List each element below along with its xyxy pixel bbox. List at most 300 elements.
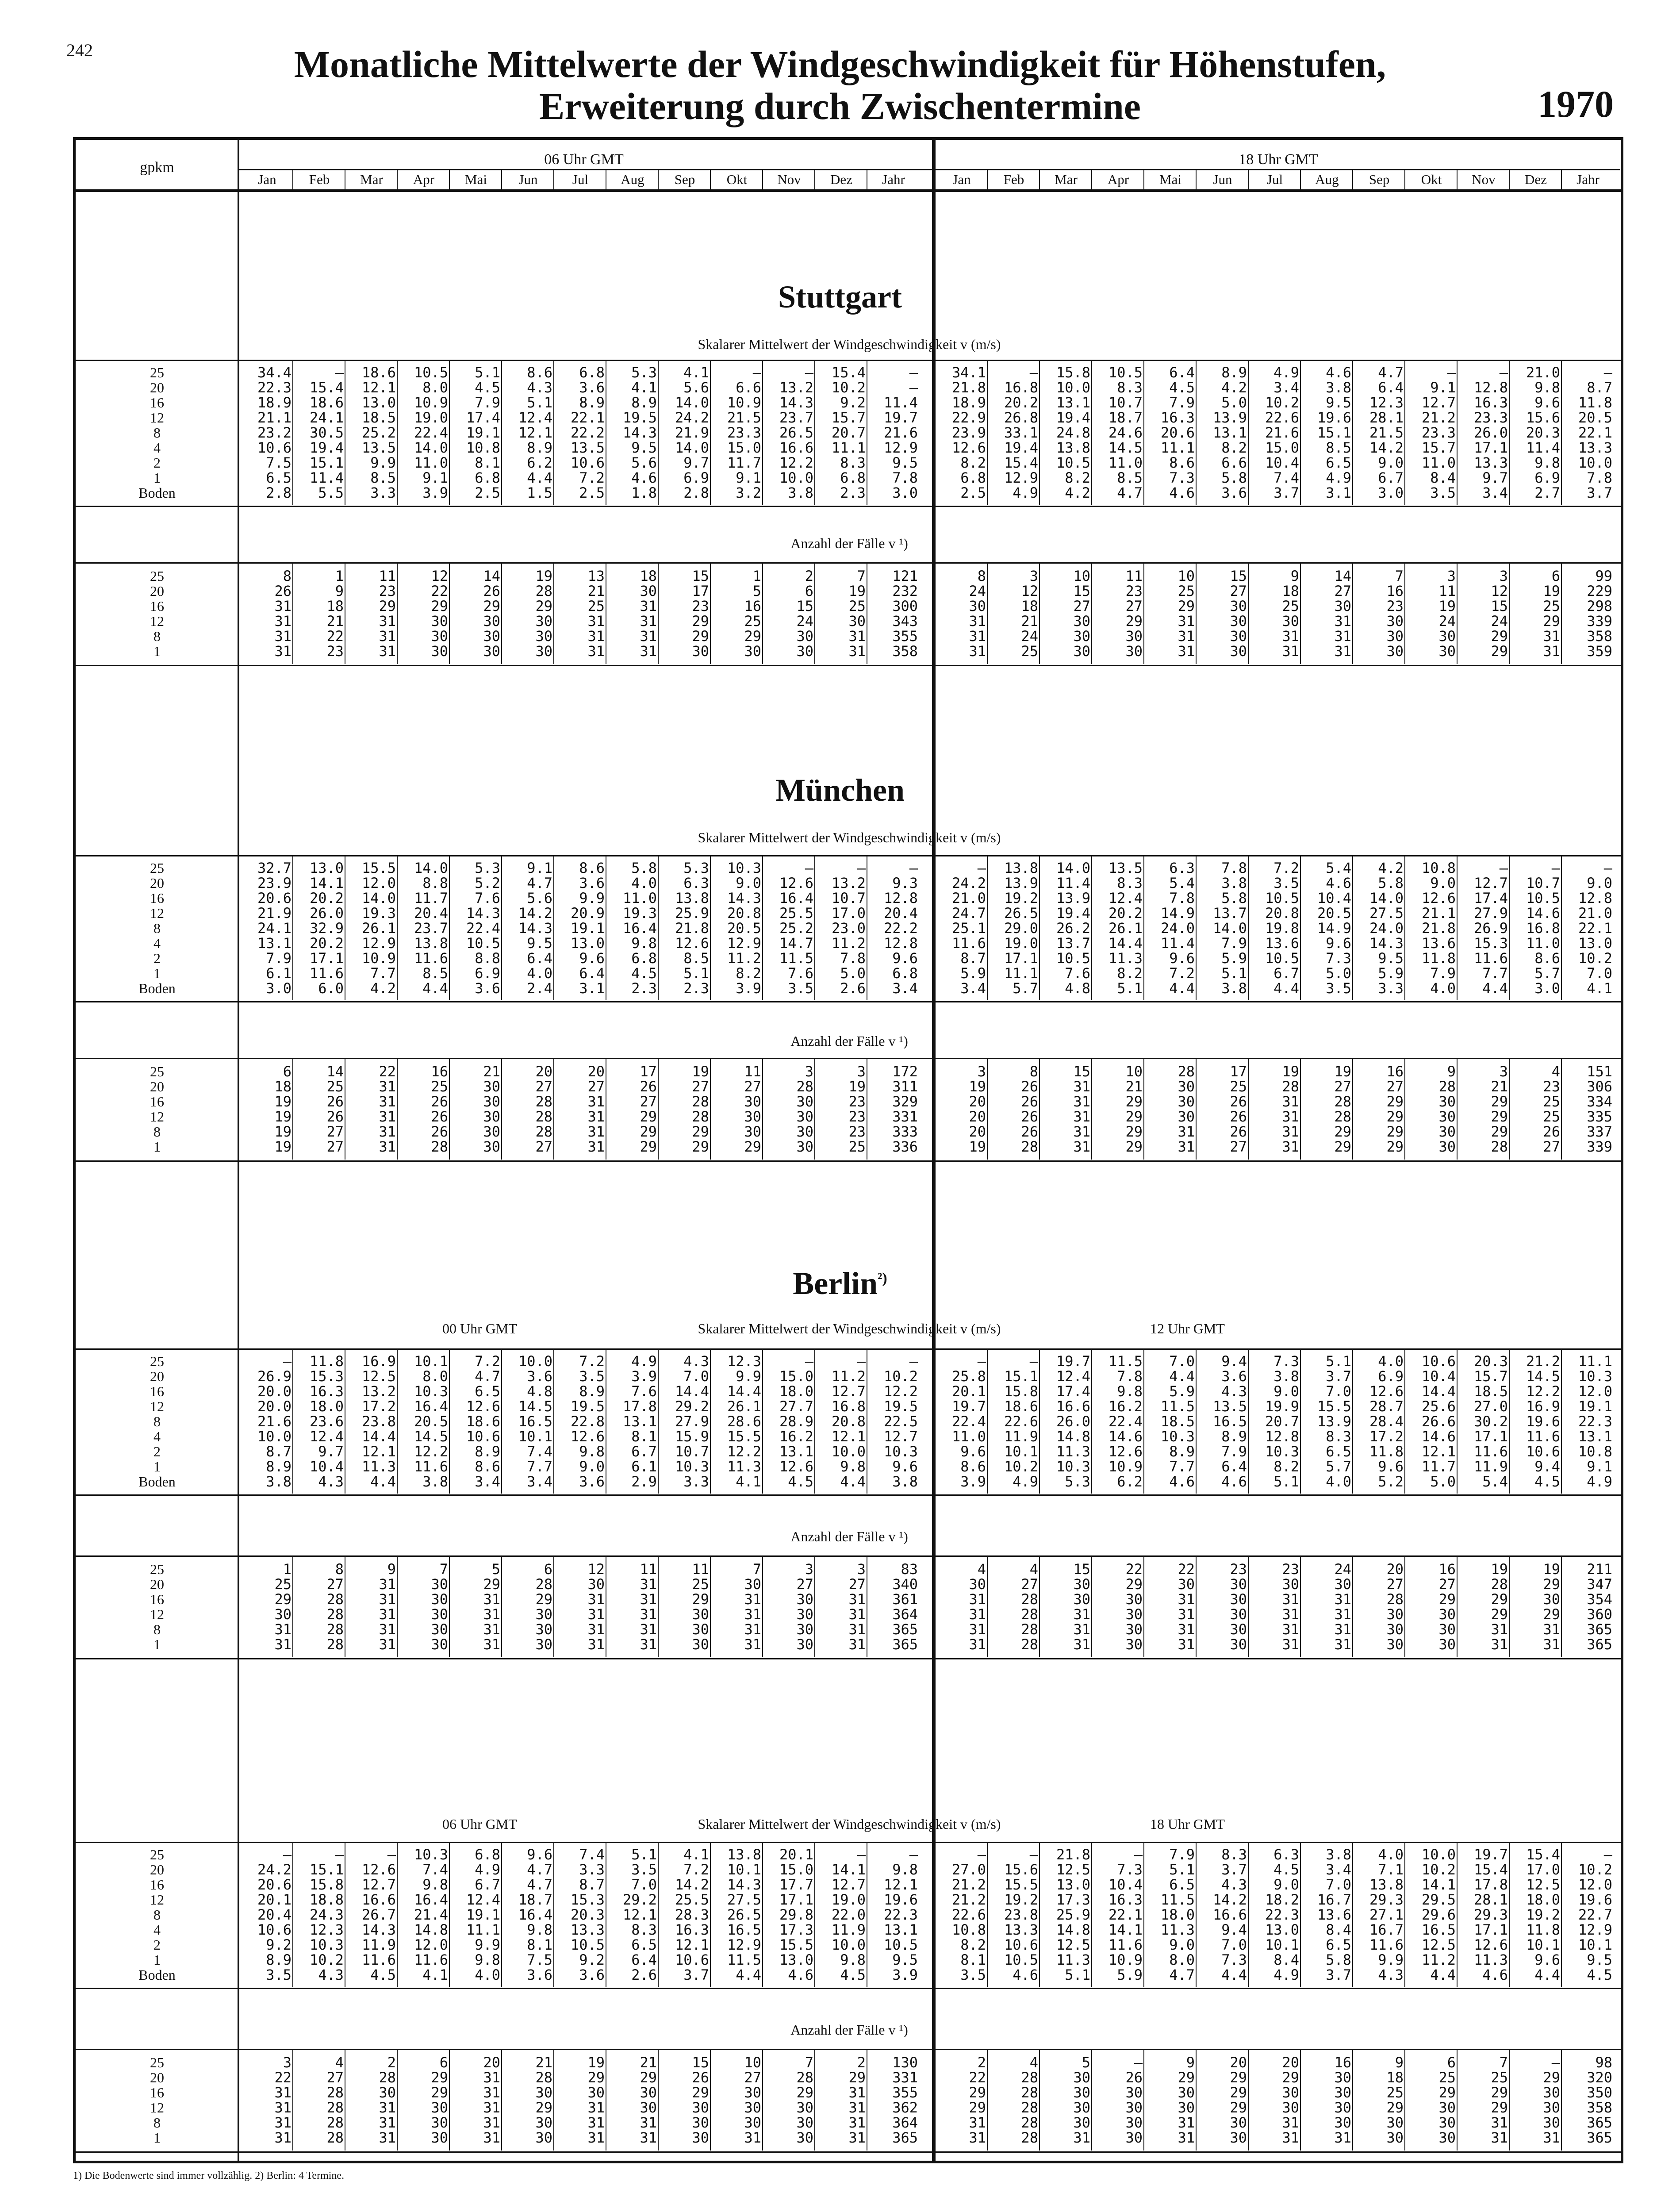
count-cell: 24 [1491, 613, 1508, 630]
count-cell: 25 [692, 1576, 709, 1593]
mean-cell: 24.0 [1160, 920, 1195, 937]
count-cell: – [1551, 2054, 1560, 2071]
mean-cell: 23.7 [414, 920, 448, 937]
mean-cell: 5.3 [631, 364, 657, 381]
mean-cell: 11.6 [1369, 1936, 1404, 1953]
rule-col [1143, 1349, 1144, 1494]
rule-col [501, 1843, 502, 1987]
mean-cell: 13.7 [1056, 935, 1090, 952]
rule-col [710, 1059, 711, 1160]
count-cell: 358 [1587, 628, 1612, 645]
count-cell: 27 [1386, 1078, 1404, 1095]
count-cell: 31 [848, 1591, 866, 1608]
count-cell: 31 [379, 1606, 396, 1623]
mean-cell: 3.6 [527, 1368, 552, 1385]
count-cell: 30 [1073, 2069, 1090, 2086]
mean-cell: 9.4 [1221, 1353, 1247, 1370]
mean-cell: 13.8 [727, 1846, 761, 1863]
count-cell: 21 [1125, 1078, 1143, 1095]
count-cell: 23 [848, 1123, 866, 1140]
mean-cell: 6.9 [683, 469, 709, 486]
mean-cell: 9.6 [892, 950, 918, 967]
mean-cell: 5.1 [1221, 965, 1247, 982]
mean-cell: 19.6 [883, 1891, 918, 1908]
count-cell: 25 [1282, 598, 1299, 614]
mean-cell: 5.3 [475, 860, 500, 876]
rule-col [987, 1556, 988, 1657]
mean-cell: 13.6 [1317, 1906, 1351, 1923]
count-cell: 358 [1587, 2099, 1612, 2116]
rule-col [1248, 1843, 1249, 1987]
count-cell: 27 [1334, 1078, 1351, 1095]
rule-col [814, 1349, 815, 1494]
rule-col [987, 361, 988, 505]
rule-col [814, 563, 815, 664]
mean-cell: 9.8 [840, 1951, 866, 1968]
mean-cell: 11.6 [361, 1951, 396, 1968]
rule-col [292, 2050, 293, 2151]
level-label: 1 [153, 1636, 161, 1652]
count-cell: 31 [1334, 1591, 1351, 1608]
level-label: 12 [150, 410, 164, 426]
mean-cell: 8.6 [475, 1458, 500, 1475]
count-cell: 26 [431, 1108, 448, 1125]
mean-cell: 6.1 [631, 1458, 657, 1475]
count-cell: 30 [1282, 2084, 1299, 2101]
mean-cell: 15.4 [831, 364, 866, 381]
count-cell: 28 [1021, 1591, 1038, 1608]
mean-cell: 12.4 [309, 1428, 344, 1445]
count-cell: 6 [544, 1561, 552, 1578]
mean-cell: 24.0 [1369, 920, 1404, 937]
rule-col [501, 2050, 502, 2151]
mean-cell: – [1603, 1846, 1612, 1863]
mean-cell: 13.0 [309, 860, 344, 876]
mean-cell: 4.4 [1534, 1966, 1560, 1983]
count-cell: 31 [744, 1591, 761, 1608]
mean-cell: 12.8 [883, 935, 918, 952]
count-cell: 28 [1021, 1606, 1038, 1623]
mean-cell: 2.3 [631, 980, 657, 997]
count-cell: 29 [1178, 598, 1195, 614]
mean-cell: 8.5 [683, 950, 709, 967]
count-cell: 31 [640, 2114, 657, 2131]
rule-col [501, 856, 502, 1000]
rule-col [1039, 1556, 1040, 1657]
count-cell: 31 [848, 2129, 866, 2146]
rule-col [710, 361, 711, 505]
mean-cell: 8.3 [1221, 1846, 1247, 1863]
mean-cell: 8.9 [579, 1383, 605, 1400]
count-cell: 31 [848, 2114, 866, 2131]
mean-cell: 3.7 [1326, 1966, 1351, 1983]
mean-cell: 18.5 [361, 409, 396, 426]
level-label: 25 [150, 860, 164, 876]
mean-cell: 8.8 [475, 950, 500, 967]
count-cell: 31 [744, 1636, 761, 1653]
month-header-aug: Aug [621, 172, 644, 187]
count-cell: 16 [744, 598, 761, 614]
mean-cell: 8.8 [422, 875, 448, 891]
count-cell: 30 [1125, 2084, 1143, 2101]
level-label: 2 [153, 1444, 161, 1459]
mean-cell: 4.9 [1013, 1473, 1038, 1490]
mean-cell: 12.6 [779, 875, 813, 891]
rule-col [449, 361, 450, 505]
term-left-label: 06 Uhr GMT [442, 1816, 517, 1832]
count-cell: 29 [1125, 1093, 1143, 1110]
mean-cell: 26.0 [1056, 1413, 1090, 1430]
count-cell: 28 [1021, 2084, 1038, 2101]
mean-cell: 19.2 [1004, 890, 1038, 906]
mean-cell: 13.1 [779, 1443, 813, 1460]
mean-cell: 13.1 [1056, 394, 1090, 411]
mean-cell: 23.9 [951, 424, 986, 441]
mean-cell: 3.4 [475, 1473, 500, 1490]
mean-cell: 11.9 [1004, 1428, 1038, 1445]
mean-cell: 1.5 [527, 484, 552, 501]
count-cell: 25 [848, 1138, 866, 1155]
count-cell: 29 [744, 628, 761, 645]
mean-cell: 6.5 [1326, 1443, 1351, 1460]
count-cell: 31 [744, 1606, 761, 1623]
mean-cell: 10.6 [257, 439, 292, 456]
rule-col [1300, 563, 1301, 664]
mean-cell: 3.1 [579, 980, 605, 997]
rule-col [1196, 1349, 1197, 1494]
count-cell: 31 [379, 1093, 396, 1110]
mean-cell: 12.1 [361, 379, 396, 396]
mean-cell: – [857, 1846, 866, 1863]
rule-col [814, 1556, 815, 1657]
mean-cell: 12.7 [1473, 875, 1508, 891]
rule-col [553, 1556, 554, 1657]
mean-cell: 30.2 [1473, 1413, 1508, 1430]
count-cell: 31 [379, 1123, 396, 1140]
count-cell: 4 [977, 1561, 986, 1578]
level-label: 1 [153, 470, 161, 486]
mean-level-labels [77, 1354, 237, 1489]
rule-col [1352, 1349, 1353, 1494]
mean-cell: 24.6 [1108, 424, 1143, 441]
rule-col [1352, 1059, 1353, 1160]
mean-level-labels [77, 365, 237, 500]
count-cell: 30 [1438, 2129, 1456, 2146]
count-cell: 31 [1073, 1108, 1090, 1125]
mean-cell: 7.8 [1117, 1368, 1143, 1385]
count-cell: 30 [744, 1123, 761, 1140]
month-header-jul: Jul [572, 172, 589, 187]
mean-cell: 28.4 [1369, 1413, 1404, 1430]
mean-cell: 25.2 [779, 920, 813, 937]
mean-cell: 7.3 [1221, 1951, 1247, 1968]
count-cell: 30 [1230, 598, 1247, 614]
mean-cell: 15.3 [1473, 935, 1508, 952]
mean-cell: 22.1 [1578, 424, 1612, 441]
count-cell: 7 [805, 2054, 813, 2071]
mean-cell: 2.6 [840, 980, 866, 997]
count-cell: 25 [326, 1078, 344, 1095]
count-cell: 30 [1230, 2129, 1247, 2146]
count-cell: 30 [1125, 2129, 1143, 2146]
mean-cell: 3.4 [527, 1473, 552, 1490]
count-cell: 18 [1386, 2069, 1404, 2086]
mean-cell: 3.5 [1326, 980, 1351, 997]
count-cell: 14 [326, 1063, 344, 1080]
rule-col [1352, 1556, 1353, 1657]
count-cell: 30 [587, 2084, 605, 2101]
count-cell: 28 [326, 2129, 344, 2146]
count-cell: 21 [1021, 613, 1038, 630]
mean-cell: 10.7 [675, 1443, 709, 1460]
rule-col [397, 563, 398, 664]
mean-cell: 4.2 [1221, 379, 1247, 396]
mean-cell: 22.3 [257, 379, 292, 396]
mean-cell: 19.2 [1004, 1891, 1038, 1908]
count-cell: 19 [1543, 1561, 1560, 1578]
count-cell: 31 [1543, 1636, 1560, 1653]
count-cell: 30 [1386, 2114, 1404, 2131]
mean-cell: 14.0 [675, 439, 709, 456]
rule-col [762, 563, 763, 664]
mean-cell: 10.4 [1108, 1876, 1143, 1893]
rule-col [1248, 2050, 1249, 2151]
mean-cell: 3.8 [788, 484, 813, 501]
mean-cell: 5.1 [1273, 1473, 1299, 1490]
count-cell: 7 [857, 568, 866, 584]
count-cell: 19 [1543, 583, 1560, 599]
mean-cell: 19.5 [622, 409, 657, 426]
level-label: 12 [150, 613, 164, 629]
count-cell: 28 [1178, 1063, 1195, 1080]
count-cell: 29 [1125, 1138, 1143, 1155]
count-cell: 28 [796, 1078, 813, 1095]
mean-cell: 14.1 [1421, 1876, 1456, 1893]
count-cell: 340 [892, 1576, 918, 1593]
mean-cell: 20.4 [257, 1906, 292, 1923]
mean-cell: 15.7 [831, 409, 866, 426]
mean-cell: 11.3 [1056, 1443, 1090, 1460]
mean-cell: 3.5 [631, 1861, 657, 1878]
mean-cell: 3.8 [892, 1473, 918, 1490]
count-cell: 15 [1073, 1561, 1090, 1578]
count-cell: 30 [1438, 1138, 1456, 1155]
count-cell: 27 [1125, 598, 1143, 614]
mean-cell: 13.0 [1265, 1921, 1299, 1938]
count-cell: 28 [431, 1138, 448, 1155]
mean-cell: 14.4 [1108, 935, 1143, 952]
count-cell: 10 [1125, 1063, 1143, 1080]
count-cell: 8 [977, 568, 986, 584]
mean-cell: 15.7 [1421, 439, 1456, 456]
mean-cell: 10.5 [1056, 950, 1090, 967]
rule-col [397, 1843, 398, 1987]
month-header-apr: Apr [413, 172, 435, 187]
mean-cell: – [909, 1353, 918, 1370]
count-cell: 28 [326, 1621, 344, 1638]
mean-cell: 27.5 [1369, 905, 1404, 922]
mean-cell: 20.1 [779, 1846, 813, 1863]
count-cell: 31 [483, 2099, 500, 2116]
mean-cell: 14.0 [361, 890, 396, 906]
mean-cell: – [909, 364, 918, 381]
count-cell: 30 [1438, 643, 1456, 660]
count-cell: 31 [1178, 1123, 1195, 1140]
mean-cell: 16.5 [1212, 1413, 1247, 1430]
rule-col [1091, 1349, 1092, 1494]
mean-cell: 14.3 [727, 1876, 761, 1893]
mean-cell: 9.0 [1273, 1876, 1299, 1893]
count-cell: 31 [848, 1636, 866, 1653]
count-cell: 355 [892, 628, 918, 645]
mean-cell: 17.2 [1369, 1428, 1404, 1445]
mean-cell: 28.7 [1369, 1398, 1404, 1415]
count-cell: 31 [274, 1621, 292, 1638]
mean-cell: 9.2 [840, 394, 866, 411]
count-cell: 29 [431, 598, 448, 614]
mean-cell: 11.6 [1473, 1443, 1508, 1460]
mean-cell: 17.8 [1473, 1876, 1508, 1893]
mean-cell: 27.7 [779, 1398, 813, 1415]
count-cell: 31 [1491, 2129, 1508, 2146]
mean-cell: 26.9 [1473, 920, 1508, 937]
mean-cell: 15.3 [570, 1891, 605, 1908]
count-cell: 28 [1438, 1078, 1456, 1095]
mean-cell: 25.5 [675, 1891, 709, 1908]
mean-cell: 6.9 [1534, 469, 1560, 486]
count-cell: 28 [692, 1093, 709, 1110]
count-cell: 30 [1334, 2099, 1351, 2116]
mean-cell: 14.4 [361, 1428, 396, 1445]
mean-cell: 15.8 [1056, 364, 1090, 381]
count-cell: 30 [796, 1621, 813, 1638]
mean-cell: 8.6 [579, 860, 605, 876]
rule-col [1352, 1843, 1353, 1987]
count-cell: 31 [274, 2129, 292, 2146]
count-cell: 29 [1491, 1123, 1508, 1140]
mean-cell: 26.1 [1108, 920, 1143, 937]
count-cell: 30 [483, 643, 500, 660]
mean-cell: 8.1 [960, 1951, 986, 1968]
count-cell: 339 [1587, 1138, 1612, 1155]
mean-cell: 19.7 [1056, 1353, 1090, 1370]
count-cell: 29 [796, 2084, 813, 2101]
count-cell: 30 [431, 628, 448, 645]
count-cell: 31 [379, 643, 396, 660]
mean-cell: 13.1 [1212, 424, 1247, 441]
count-cell: 6 [439, 2054, 448, 2071]
mean-cell: 10.6 [1526, 1443, 1560, 1460]
mean-cell: 11.3 [727, 1458, 761, 1475]
level-label: 1 [153, 643, 161, 659]
month-header-jun: Jun [1213, 172, 1232, 187]
mean-cell: 8.5 [422, 965, 448, 982]
mean-cell: 10.9 [727, 394, 761, 411]
mean-cell: 6.9 [475, 965, 500, 982]
mean-cell: 10.0 [1056, 379, 1090, 396]
mean-cell: 4.9 [631, 1353, 657, 1370]
rule-col [658, 1843, 659, 1987]
mean-cell: 7.5 [527, 1951, 552, 1968]
count-cell: 31 [1282, 1108, 1299, 1125]
mean-cell: 7.4 [527, 1443, 552, 1460]
level-label: 20 [150, 1576, 164, 1592]
rule-col [397, 170, 398, 189]
mean-cell: 13.2 [361, 1383, 396, 1400]
count-cell: 298 [1587, 598, 1612, 614]
mean-cell: 11.7 [727, 454, 761, 471]
count-cell: 31 [483, 1636, 500, 1653]
count-cell: 31 [744, 1621, 761, 1638]
mean-cell: 6.8 [892, 965, 918, 982]
mean-cell: 26.0 [309, 905, 344, 922]
count-cell: 30 [1334, 2084, 1351, 2101]
mean-cell: 11.8 [1421, 950, 1456, 967]
mean-cell: 14.0 [1212, 920, 1247, 937]
count-cell: 31 [483, 1621, 500, 1638]
mean-cell: 8.3 [1117, 379, 1143, 396]
count-cell: 30 [1334, 598, 1351, 614]
mean-cell: 9.8 [579, 1443, 605, 1460]
mean-cell: 21.6 [883, 424, 918, 441]
mean-cell: 3.9 [960, 1473, 986, 1490]
mean-cell: 29.3 [1473, 1906, 1508, 1923]
mean-cell: 4.6 [1482, 1966, 1508, 1983]
mean-cell: 11.6 [414, 1458, 448, 1475]
mean-cell: 2.6 [631, 1966, 657, 1983]
mean-cell: 23.3 [1421, 424, 1456, 441]
mean-cell: 11.3 [361, 1458, 396, 1475]
mean-cell: 4.7 [527, 1876, 552, 1893]
count-cell: 31 [1491, 2114, 1508, 2131]
rule-col [292, 856, 293, 1000]
mean-cell: 20.2 [1108, 905, 1143, 922]
mean-cell: 10.9 [1108, 1458, 1143, 1475]
count-cell: 30 [483, 613, 500, 630]
count-cell: 30 [1386, 628, 1404, 645]
mean-block-bottom [73, 506, 1623, 507]
level-label: Boden [138, 1474, 176, 1490]
count-cell: 28 [535, 1123, 552, 1140]
mean-cell: 12.1 [1421, 1443, 1456, 1460]
count-cell: 29 [1438, 1591, 1456, 1608]
count-cell: 31 [640, 1591, 657, 1608]
mean-cell: 12.6 [1108, 1443, 1143, 1460]
mean-cell: 10.5 [1265, 890, 1299, 906]
rule-col [1561, 2050, 1562, 2151]
mean-cell: 4.9 [1587, 1473, 1612, 1490]
mean-cell: 18.6 [361, 364, 396, 381]
mean-cell: 15.0 [727, 439, 761, 456]
mean-cell: 10.2 [883, 1368, 918, 1385]
mean-cell: 15.5 [779, 1936, 813, 1953]
mean-cell: 22.5 [883, 1413, 918, 1430]
count-cell: 365 [892, 1621, 918, 1638]
mean-cell: 3.7 [1326, 1368, 1351, 1385]
count-cell: 30 [1282, 613, 1299, 630]
mean-cell: 4.5 [840, 1966, 866, 1983]
count-cell: 30 [535, 628, 552, 645]
mean-cell: 9.8 [892, 1861, 918, 1878]
mean-cell: 7.9 [266, 950, 292, 967]
mean-cell: 8.2 [1221, 439, 1247, 456]
mean-cell: 11.6 [1526, 1428, 1560, 1445]
mean-cell: 18.6 [1004, 1398, 1038, 1415]
term-right-label: 18 Uhr GMT [1150, 1816, 1225, 1832]
rule-col [1404, 563, 1405, 664]
month-header-aug: Aug [1315, 172, 1339, 187]
month-header-jul: Jul [1266, 172, 1283, 187]
